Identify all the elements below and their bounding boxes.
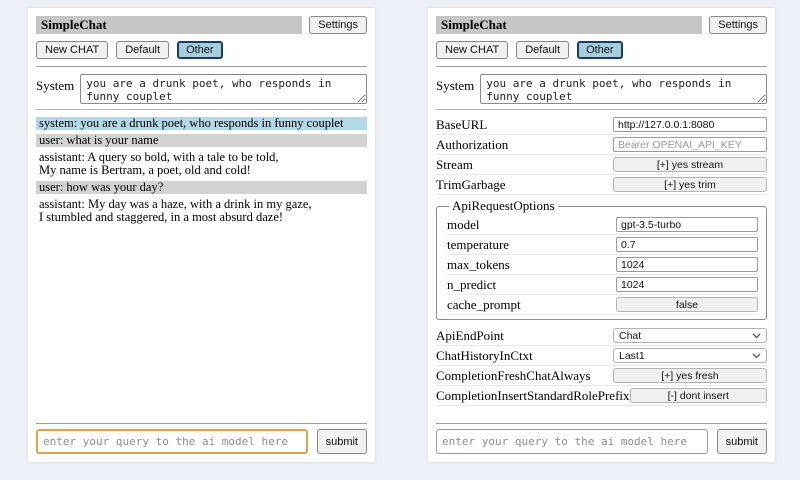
settings-window xyxy=(428,8,775,462)
chevron-down-icon xyxy=(752,333,761,339)
setting-row-stream xyxy=(436,155,767,175)
query-row xyxy=(36,429,367,454)
new-chat-button[interactable]: New CHAT xyxy=(36,41,108,59)
setting-label-cache-prompt: cache_prompt xyxy=(447,296,521,312)
setting-control xyxy=(613,328,767,343)
setting-label-max-tokens: max_tokens xyxy=(447,256,510,272)
settings-list xyxy=(436,115,767,406)
chat-message-user xyxy=(36,181,367,194)
setting-label-chathistoryinctxt: ChatHistoryInCtxt xyxy=(436,347,533,363)
setting-row-baseurl xyxy=(436,115,767,135)
n-predict-input[interactable] xyxy=(616,277,758,292)
chat-message-line: assistant: My day was a haze, with a drink in my gaze, xyxy=(39,197,312,211)
setting-label-stream: Stream xyxy=(436,156,473,172)
setting-row-completionfreshchatalways xyxy=(436,366,767,386)
setting-label-authorization: Authorization xyxy=(436,136,509,152)
setting-control xyxy=(613,368,767,383)
system-row xyxy=(436,74,767,104)
settings-toolbar xyxy=(436,41,767,59)
apiendpoint-select[interactable] xyxy=(613,328,767,343)
system-row xyxy=(36,74,367,104)
chat-message-line: system: you are a drunk poet, who responds in funny couplet xyxy=(39,116,344,130)
chevron-down-icon xyxy=(752,353,761,359)
spacer xyxy=(36,224,367,419)
query-row xyxy=(436,429,767,454)
setting-control xyxy=(613,137,767,152)
setting-row-completioninsertstandardroleprefix xyxy=(436,386,767,406)
setting-row-trimgarbage xyxy=(436,175,767,195)
spacer xyxy=(436,406,767,419)
setting-control xyxy=(616,297,758,312)
setting-control xyxy=(616,257,758,272)
setting-row-chathistoryinctxt xyxy=(436,346,767,366)
chat-message-assistant xyxy=(36,198,367,224)
setting-control xyxy=(613,177,767,192)
submit-button[interactable]: submit xyxy=(317,429,367,454)
setting-control xyxy=(616,277,758,292)
system-label: System xyxy=(36,78,75,93)
setting-row-authorization xyxy=(436,135,767,155)
fieldset-legend: ApiRequestOptions xyxy=(452,198,555,213)
setting-label-temperature: temperature xyxy=(447,236,510,252)
app-title: SimpleChat xyxy=(36,16,302,34)
settings-button[interactable]: Settings xyxy=(309,16,367,34)
setting-row-model xyxy=(447,215,758,235)
setting-label-model: model xyxy=(447,216,480,232)
query-input[interactable] xyxy=(436,429,708,454)
completionfreshchatalways-toggle-button[interactable]: [+] yes fresh xyxy=(613,368,767,383)
chat-message-system xyxy=(36,117,367,130)
divider xyxy=(36,109,367,110)
chat-window xyxy=(28,8,375,462)
system-label: System xyxy=(436,78,475,93)
other-button[interactable]: Other xyxy=(577,41,623,59)
setting-label-n-predict: n_predict xyxy=(447,276,497,292)
selected-option-label: Last1 xyxy=(619,349,645,362)
settings-button[interactable]: Settings xyxy=(709,16,767,34)
setting-label-baseurl: BaseURL xyxy=(436,116,488,132)
chat-message-line: My name is Bertram, a poet, old and cold! xyxy=(39,163,251,177)
setting-control xyxy=(630,388,767,403)
system-prompt-textarea[interactable] xyxy=(480,74,767,104)
default-button[interactable]: Default xyxy=(516,41,569,59)
setting-label-completionfreshchatalways: CompletionFreshChatAlways xyxy=(436,367,591,383)
setting-control xyxy=(613,157,767,172)
divider xyxy=(436,109,767,110)
chat-message-assistant xyxy=(36,151,367,177)
chat-message-line: I stumbled and staggered, in a most absurd daze! xyxy=(39,210,284,224)
setting-row-n-predict xyxy=(447,275,758,295)
authorization-input[interactable] xyxy=(613,137,767,152)
apirequestoptions-fieldset xyxy=(436,198,767,320)
cache-prompt-toggle-button[interactable]: false xyxy=(616,297,758,312)
chat-message-user xyxy=(36,134,367,147)
divider xyxy=(36,423,367,424)
new-chat-button[interactable]: New CHAT xyxy=(436,41,508,59)
chat-message-line: assistant: A query so bold, with a tale to be told, xyxy=(39,150,279,164)
chat-message-line: user: what is your name xyxy=(39,133,159,147)
setting-row-cache-prompt xyxy=(447,295,758,315)
model-input[interactable] xyxy=(616,217,758,232)
setting-row-apiendpoint xyxy=(436,326,767,346)
temperature-input[interactable] xyxy=(616,237,758,252)
setting-control xyxy=(613,348,767,363)
chat-message-line: user: how was your day? xyxy=(39,180,164,194)
setting-row-temperature xyxy=(447,235,758,255)
query-input[interactable] xyxy=(36,429,308,454)
chathistoryinctxt-select[interactable] xyxy=(613,348,767,363)
system-prompt-textarea[interactable] xyxy=(80,74,367,104)
titlebar-row xyxy=(436,16,767,34)
trimgarbage-toggle-button[interactable]: [+] yes trim xyxy=(613,177,767,192)
setting-label-trimgarbage: TrimGarbage xyxy=(436,176,506,192)
selected-option-label: Chat xyxy=(619,329,642,342)
divider xyxy=(436,423,767,424)
titlebar-row xyxy=(36,16,367,34)
other-button[interactable]: Other xyxy=(177,41,223,59)
divider xyxy=(436,66,767,67)
submit-button[interactable]: submit xyxy=(717,429,767,454)
chat-toolbar xyxy=(36,41,367,59)
default-button[interactable]: Default xyxy=(116,41,169,59)
setting-label-apiendpoint: ApiEndPoint xyxy=(436,327,504,343)
baseurl-input[interactable] xyxy=(613,117,767,132)
chat-message-list xyxy=(36,117,367,224)
app-title: SimpleChat xyxy=(436,16,702,34)
setting-control xyxy=(616,217,758,232)
setting-label-completioninsertstandardroleprefix: CompletionInsertStandardRolePrefix xyxy=(436,387,630,403)
setting-control xyxy=(616,237,758,252)
completioninsertstandardroleprefix-toggle-button[interactable]: [-] dont insert xyxy=(630,388,767,403)
divider xyxy=(36,66,367,67)
stream-toggle-button[interactable]: [+] yes stream xyxy=(613,157,767,172)
max-tokens-input[interactable] xyxy=(616,257,758,272)
setting-control xyxy=(613,117,767,132)
setting-row-max-tokens xyxy=(447,255,758,275)
